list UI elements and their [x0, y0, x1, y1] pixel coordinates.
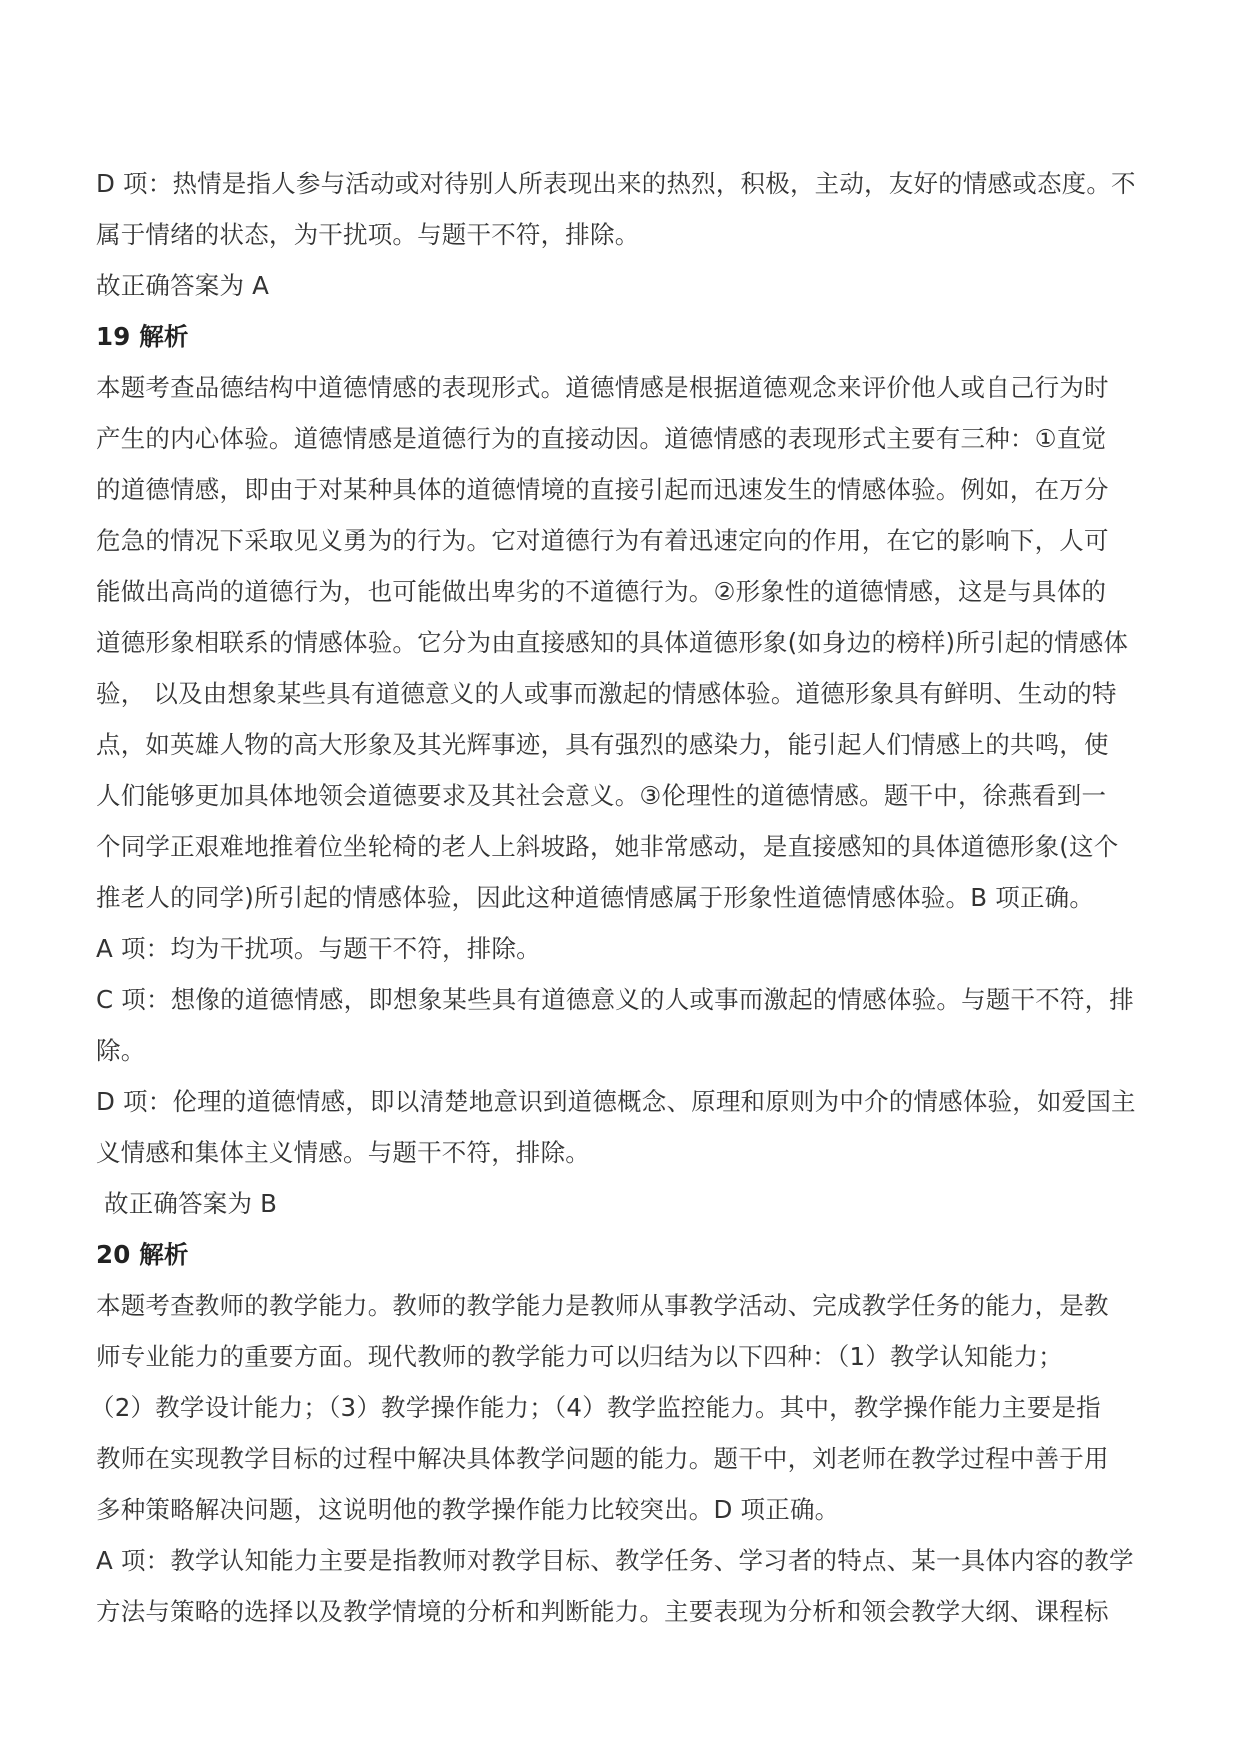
correct-answer-18: 故正确答案为 A [96, 271, 270, 300]
paragraph-line: 的道德情感，即由于对某种具体的道德情境的直接引起而迅速发生的情感体验。例如，在万分 [96, 475, 1109, 504]
paragraph-line: 教师在实现教学目标的过程中解决具体教学问题的能力。题干中，刘老师在教学过程中善于用 [96, 1444, 1109, 1473]
paragraph-line: 能做出高尚的道德行为，也可能做出卑劣的不道德行为。②形象性的道德情感，这是与具体的 [96, 577, 1107, 606]
answer-option-d-line-2: 属于情绪的状态，为干扰项。与题干不符，排除。 [96, 220, 640, 249]
paragraph-line: 师专业能力的重要方面。现代教师的教学能力可以归结为以下四种：（1）教学认知能力； [96, 1342, 1063, 1371]
option-a-line-1: A 项：教学认知能力主要是指教师对教学目标、教学任务、学习者的特点、某一具体内容的教学 [96, 1546, 1134, 1575]
paragraph-line: 个同学正艰难地推着位坐轮椅的老人上斜坡路，她非常感动，是直接感知的具体道德形象(这个 [96, 832, 1119, 861]
question-20-heading: 20 解析 [96, 1240, 189, 1269]
option-c-line-2: 除。 [96, 1036, 146, 1065]
paragraph-line: （2）教学设计能力；（3）教学操作能力；（4）教学监控能力。其中，教学操作能力主要是指 [90, 1393, 1101, 1422]
paragraph-line: 本题考查教师的教学能力。教师的教学能力是教师从事教学活动、完成教学任务的能力，是教 [96, 1291, 1109, 1320]
paragraph-line: 点，如英雄人物的高大形象及其光辉事迹，具有强烈的感染力，能引起人们情感上的共鸣，使 [96, 730, 1109, 759]
option-a-line-2: 方法与策略的选择以及教学情境的分析和判断能力。主要表现为分析和领会教学大纲、课程标 [96, 1597, 1109, 1626]
document-page [90, 158, 1148, 1637]
option-d-line-1: D 项：伦理的道德情感，即以清楚地意识到道德概念、原理和原则为中介的情感体验，如爱国主 [96, 1087, 1136, 1116]
paragraph-line: 本题考查品德结构中道德情感的表现形式。道德情感是根据道德观念来评价他人或自己行为时 [96, 373, 1109, 402]
answer-option-d-line-1: D 项：热情是指人参与活动或对待别人所表现出来的热烈，积极，主动，友好的情感或态度。不 [96, 169, 1136, 198]
option-c-line-1: C 项：想像的道德情感，即想象某些具有道德意义的人或事而激起的情感体验。与题干不符，排 [96, 985, 1134, 1014]
paragraph-line: 验， 以及由想象某些具有道德意义的人或事而激起的情感体验。道德形象具有鲜明、生动的特 [96, 679, 1117, 708]
paragraph-line: 产生的内心体验。道德情感是道德行为的直接动因。道德情感的表现形式主要有三种：①直觉 [96, 424, 1107, 453]
paragraph-line: 危急的情况下采取见义勇为的行为。它对道德行为有着迅速定向的作用，在它的影响下，人可 [96, 526, 1109, 555]
question-19-heading: 19 解析 [96, 322, 189, 351]
option-d-line-2: 义情感和集体主义情感。与题干不符，排除。 [96, 1138, 590, 1167]
option-a-line: A 项：均为干扰项。与题干不符，排除。 [96, 934, 541, 963]
paragraph-line: 多种策略解决问题，这说明他的教学操作能力比较突出。D 项正确。 [96, 1495, 840, 1524]
correct-answer-19: 故正确答案为 B [96, 1189, 278, 1218]
paragraph-line: 人们能够更加具体地领会道德要求及其社会意义。③伦理性的道德情感。题干中，徐燕看到一 [96, 781, 1107, 810]
paragraph-line: 推老人的同学)所引起的情感体验，因此这种道德情感属于形象性道德情感体验。B 项正确。 [96, 883, 1095, 912]
paragraph-line: 道德形象相联系的情感体验。它分为由直接感知的具体道德形象(如身边的榜样)所引起的情感体 [96, 628, 1129, 657]
